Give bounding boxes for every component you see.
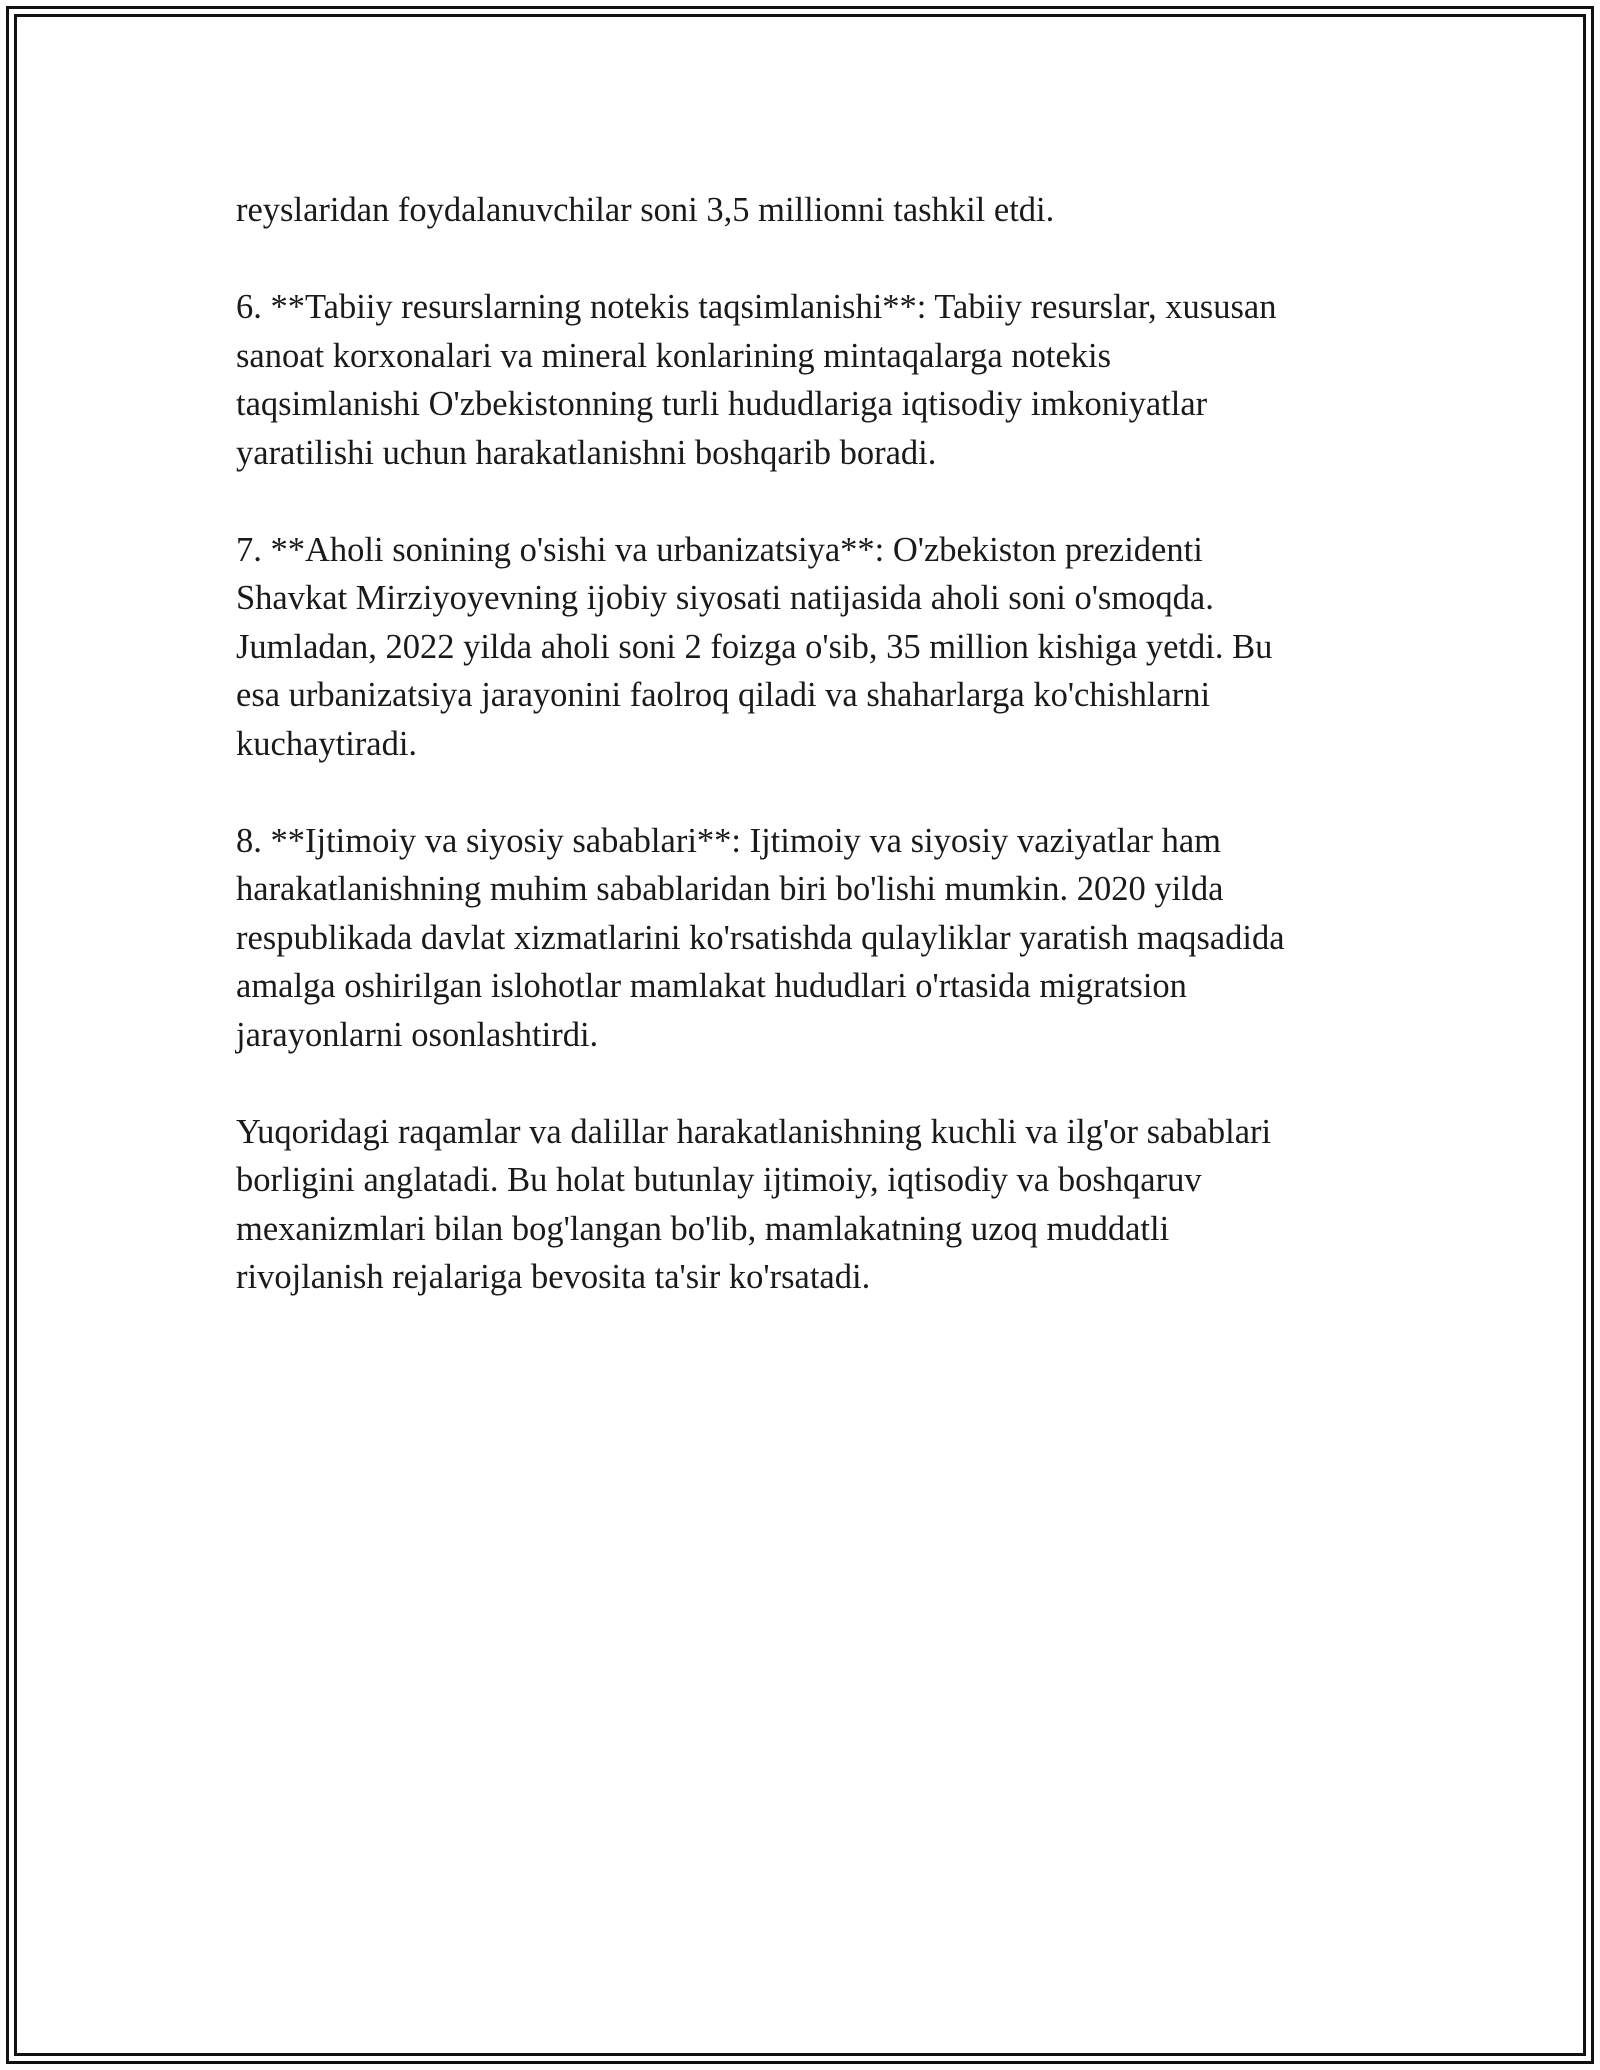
text-line: rivojlanish rejalariga bevosita ta'sir ko'rsatadi. — [236, 1258, 871, 1296]
text-line: mexanizmlari bilan bog'langan bo'lib, mamlakatning uzoq muddatli — [236, 1209, 1170, 1248]
paragraph-continuation — [236, 186, 1356, 235]
text-line: 7. **Aholi sonining o'sishi va urbanizatsiya**: O'zbekiston prezidenti — [236, 530, 1203, 569]
text-line: respublikada davlat xizmatlarini ko'rsatishda qulayliklar yaratish maqsadida — [236, 918, 1285, 957]
text-line: Shavkat Mirziyoyevning ijobiy siyosati natijasida aholi soni o'smoqda. — [236, 579, 1214, 617]
paragraph-item-6 — [236, 283, 1356, 477]
document-body — [236, 186, 1356, 1350]
text-line: 8. **Ijtimoiy va siyosiy sabablari**: Ijtimoiy va siyosiy vaziyatlar ham — [236, 821, 1222, 860]
text-line: 6. **Tabiiy resurslarning notekis taqsimlanishi**: Tabiiy resurslar, xususan — [236, 288, 1277, 326]
text-line: borligini anglatadi. Bu holat butunlay ijtimoiy, iqtisodiy va boshqaruv — [236, 1161, 1202, 1199]
text-line: harakatlanishning muhim sabablaridan biri bo'lishi mumkin. 2020 yilda — [236, 870, 1224, 908]
text-line: taqsimlanishi O'zbekistonning turli hududlariga iqtisodiy imkoniyatlar — [236, 385, 1208, 423]
text-line: yaratilishi uchun harakatlanishni boshqarib boradi. — [236, 433, 937, 472]
paragraph-conclusion — [236, 1108, 1356, 1302]
text-line: sanoat korxonalari va mineral konlarining mintaqalarga notekis — [236, 336, 1112, 375]
text-line: reyslaridan foydalanuvchilar soni 3,5 millionni tashkil etdi. — [236, 191, 1055, 229]
paragraph-item-8 — [236, 817, 1356, 1060]
text-line: Yuqoridagi raqamlar va dalillar harakatlanishning kuchli va ilg'or sabablari — [236, 1112, 1272, 1151]
text-line: kuchaytiradi. — [236, 724, 418, 763]
paragraph-item-7 — [236, 526, 1356, 769]
text-line: esa urbanizatsiya jarayonini faolroq qiladi va shaharlarga ko'chishlarni — [236, 676, 1211, 714]
text-line: Jumladan, 2022 yilda aholi soni 2 foizga o'sib, 35 million kishiga yetdi. Bu — [236, 627, 1273, 666]
text-line: jarayonlarni osonlashtirdi. — [236, 1015, 599, 1054]
text-line: amalga oshirilgan islohotlar mamlakat hududlari o'rtasida migratsion — [236, 967, 1187, 1005]
